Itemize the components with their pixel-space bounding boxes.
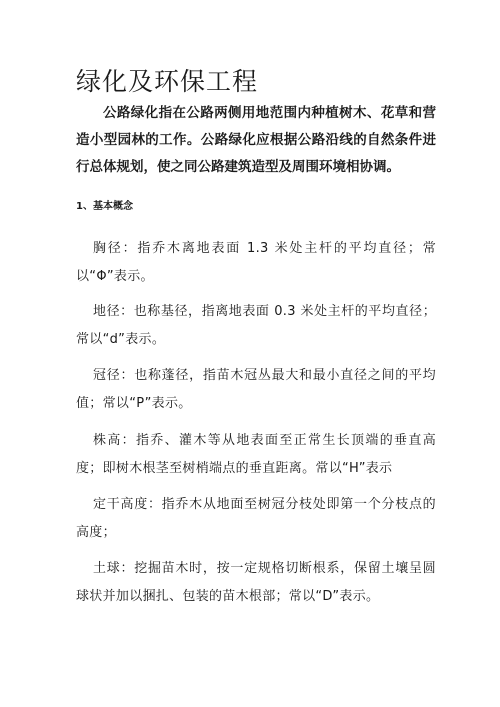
document-title: 绿化及环保工程 bbox=[76, 67, 259, 96]
definition-chest-diameter: 胸径：指乔木离地表面 1.3 米处主杆的平均直径；常以“Φ”表示。 bbox=[76, 241, 436, 284]
definition-soil-ball: 土球：挖掘苗木时，按一定规格切断根系，保留土壤呈圆球状并加以捆扎、包装的苗木根部；常以“D”表示。 bbox=[76, 561, 436, 604]
section-heading: 1、基本概念 bbox=[76, 201, 133, 212]
definition-trunk-height: 定干高度：指乔木从地面至树冠分枝处即第一个分枝点的高度； bbox=[76, 497, 436, 540]
intro-paragraph: 公路绿化指在公路两侧用地范围内种植树木、花草和营造小型园林的工作。公路绿化应根据公路沿线的自然条件进行总体规划，使之同公路建筑造型及周围环境相协调。 bbox=[76, 105, 436, 175]
definition-crown-diameter: 冠径：也称蓬径，指苗木冠丛最大和最小直径之间的平均值；常以“P”表示。 bbox=[76, 368, 436, 411]
definition-ground-diameter: 地径：也称基径，指离地表面 0.3 米处主杆的平均直径；常以“d”表示。 bbox=[76, 304, 436, 347]
definition-plant-height: 株高：指乔、灌木等从地表面至正常生长顶端的垂直高度；即树木根茎至树梢端点的垂直距离。常以“H”表示 bbox=[76, 433, 436, 476]
